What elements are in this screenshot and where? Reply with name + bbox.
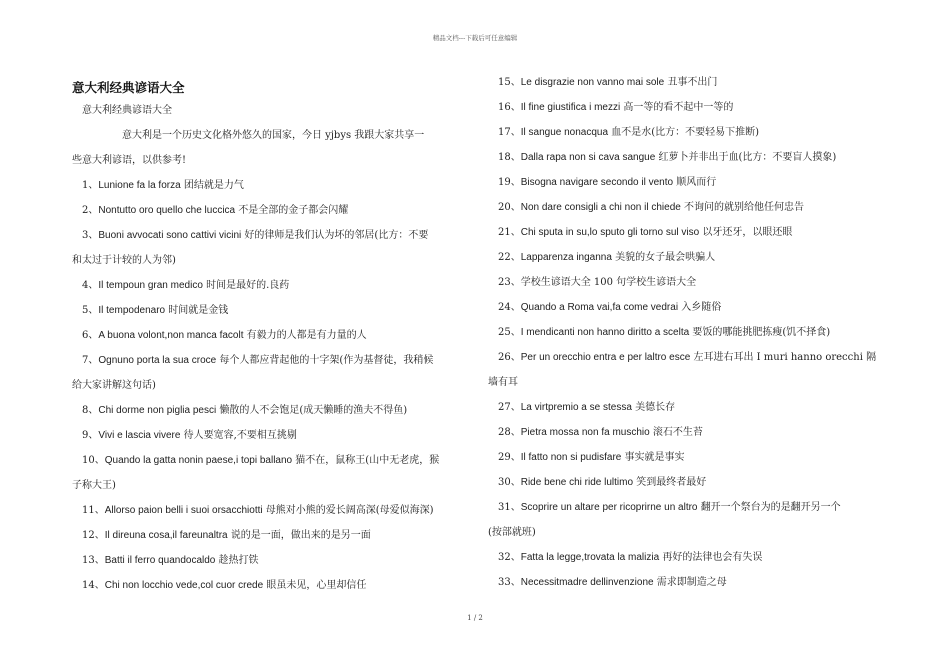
proverb-number: 18、 <box>498 152 521 163</box>
proverb-chinese: 需求即制造之母 <box>656 577 727 588</box>
proverb-chinese: 学校生谚语大全 100 句学校生谚语大全 <box>520 277 697 288</box>
proverb-chinese: 左耳进右耳出 I muri hanno orecchi 隔 <box>693 352 877 363</box>
proverb-italian: Il fine giustifica i mezzi <box>520 102 621 113</box>
proverb-number: 13、 <box>82 555 105 566</box>
proverb-number: 19、 <box>498 177 521 188</box>
proverb-number: 10、 <box>82 455 105 466</box>
proverb-italian: Necessitmadre dellinvenzione <box>520 577 654 588</box>
proverb-chinese: 再好的法律也会有失误 <box>662 552 763 563</box>
proverb-item <box>72 398 462 423</box>
proverb-italian: A buona volont,non manca facolt <box>98 330 244 341</box>
proverb-italian: Ride bene chi ride lultimo <box>520 477 634 488</box>
proverb-item <box>72 348 462 373</box>
proverb-item <box>72 273 462 298</box>
proverb-number: 2、 <box>82 205 99 216</box>
proverb-chinese: 时间是最好的.良药 <box>206 280 290 291</box>
proverb-item <box>72 548 462 573</box>
proverb-italian: Le disgrazie non vanno mai sole <box>520 77 665 88</box>
proverb-number: 11、 <box>82 505 105 516</box>
proverb-chinese: 滚石不生苔 <box>652 427 703 438</box>
proverb-item <box>488 195 880 220</box>
proverb-chinese: 眼虽未见，心里却信任 <box>266 580 367 591</box>
proverb-italian: Pietra mossa non fa muschio <box>520 427 650 438</box>
proverb-italian: Chi non locchio vede,col cuor crede <box>104 580 264 591</box>
proverb-chinese: 入乡随俗 <box>681 302 722 313</box>
proverb-number: 20、 <box>498 202 521 213</box>
proverb-item <box>488 245 880 270</box>
proverb-italian: I mendicanti non hanno diritto a scelta <box>520 327 690 338</box>
page-number: 1 / 2 <box>467 614 483 622</box>
subtitle: 意大利经典谚语大全 <box>82 105 172 116</box>
proverb-item <box>488 145 880 170</box>
proverb-item <box>488 170 880 195</box>
proverb-chinese: 红萝卜并非出于血(比方：不要盲人摸象) <box>658 152 837 163</box>
proverb-item <box>488 395 880 420</box>
proverb-italian: Il tempoun gran medico <box>98 280 203 291</box>
proverb-item <box>72 323 462 348</box>
proverb-chinese: 母熊对小熊的爱长阔高深(母爱似海深) <box>265 505 434 516</box>
proverb-number: 26、 <box>498 352 521 363</box>
proverb-chinese: 美德长存 <box>635 402 676 413</box>
proverb-chinese: 有毅力的人都是有力量的人 <box>246 330 367 341</box>
proverb-item <box>72 173 462 198</box>
proverb-italian: Quando la gatta nonin paese,i topi ballano <box>104 455 293 466</box>
proverb-item <box>488 120 880 145</box>
proverb-continuation: 墙有耳 <box>488 377 518 388</box>
proverb-italian: Nontutto oro quello che luccica <box>98 205 236 216</box>
proverb-italian: Bisogna navigare secondo il vento <box>520 177 674 188</box>
intro-line: 些意大利谚语，以供参考! <box>72 155 187 166</box>
proverb-item <box>488 420 880 445</box>
proverb-item <box>488 320 880 345</box>
proverb-number: 3、 <box>82 230 99 241</box>
proverb-continuation: 和太过于计较的人为邻) <box>72 255 176 266</box>
proverb-chinese: 事实就是事实 <box>624 452 685 463</box>
proverb-item <box>72 223 462 248</box>
proverb-italian: Dalla rapa non si cava sangue <box>520 152 656 163</box>
proverb-chinese: 笑到最终者最好 <box>636 477 707 488</box>
proverb-item <box>72 523 462 548</box>
proverb-italian: Il fatto non si pudisfare <box>520 452 622 463</box>
proverb-italian: Vivi e lascia vivere <box>98 430 181 441</box>
proverb-item <box>488 95 880 120</box>
proverb-number: 15、 <box>498 77 521 88</box>
proverb-list-left <box>72 173 462 598</box>
proverb-chinese: 好的律师是我们认为坏的邻居(比方：不要 <box>244 230 429 241</box>
proverb-chinese: 团结就是力气 <box>183 180 244 191</box>
intro-line: 意大利是一个历史文化格外悠久的国家，今日 yjbys 我跟大家共享一 <box>122 130 425 141</box>
proverb-continuation: (按部就班) <box>488 527 536 538</box>
proverb-chinese: 待人要宽容,不要相互挑剔 <box>183 430 297 441</box>
proverb-number: 9、 <box>82 430 99 441</box>
proverb-item <box>488 570 880 595</box>
proverb-item <box>488 445 880 470</box>
proverb-chinese: 不是全部的金子都会闪耀 <box>238 205 349 216</box>
proverb-number: 1、 <box>82 180 99 191</box>
proverb-number: 23、 <box>498 277 521 288</box>
proverb-italian: Lunione fa la forza <box>98 180 181 191</box>
proverb-item <box>488 470 880 495</box>
proverb-number: 14、 <box>82 580 105 591</box>
proverb-item <box>488 545 880 570</box>
proverb-italian: Allorso paion belli i suoi orsacchiotti <box>104 505 263 516</box>
proverb-item <box>488 220 880 245</box>
proverb-chinese: 高一等的看不起中一等的 <box>623 102 734 113</box>
proverb-number: 31、 <box>498 502 521 513</box>
proverb-item <box>488 345 880 370</box>
page-header: 精品文档---下载后可任意编辑 <box>432 34 518 42</box>
proverb-chinese: 丑事不出门 <box>667 77 718 88</box>
proverb-italian: La virtpremio a se stessa <box>520 402 632 413</box>
proverb-italian: Per un orecchio entra e per laltro esce <box>520 352 691 363</box>
proverb-number: 28、 <box>498 427 521 438</box>
proverb-italian: Lapparenza inganna <box>520 252 612 263</box>
proverb-italian: Scoprire un altare per ricoprirne un altro <box>520 502 698 513</box>
proverb-italian: Non dare consigli a chi non il chiede <box>520 202 681 213</box>
proverb-list-right <box>488 70 880 595</box>
proverb-item <box>72 423 462 448</box>
proverb-italian: Il sangue nonacqua <box>520 127 609 138</box>
document-title: 意大利经典谚语大全 <box>72 80 185 95</box>
proverb-item <box>488 270 880 295</box>
proverb-chinese: 顺风而行 <box>676 177 717 188</box>
proverb-italian: Batti il ferro quandocaldo <box>104 555 216 566</box>
proverb-item <box>72 298 462 323</box>
proverb-item <box>488 70 880 95</box>
proverb-item <box>488 495 880 520</box>
proverb-number: 7、 <box>82 355 99 366</box>
proverb-number: 6、 <box>82 330 99 341</box>
proverb-number: 17、 <box>498 127 521 138</box>
proverb-continuation: 给大家讲解这句话) <box>72 380 156 391</box>
proverb-number: 8、 <box>82 405 99 416</box>
proverb-continuation: 子称大王) <box>72 480 116 491</box>
proverb-italian: Quando a Roma vai,fa come vedrai <box>520 302 679 313</box>
proverb-italian: Chi dorme non piglia pesci <box>98 405 217 416</box>
proverb-number: 4、 <box>82 280 99 291</box>
proverb-number: 29、 <box>498 452 521 463</box>
proverb-italian: Ognuno porta la sua croce <box>98 355 217 366</box>
proverb-chinese: 不询问的就别给他任何忠告 <box>684 202 805 213</box>
proverb-chinese: 趁热打铁 <box>218 555 259 566</box>
proverb-number: 24、 <box>498 302 521 313</box>
right-column <box>488 70 880 595</box>
proverb-number: 12、 <box>82 530 105 541</box>
proverb-number: 27、 <box>498 402 521 413</box>
proverb-chinese: 懒散的人不会饱足(成天懒睡的渔夫不得鱼) <box>219 405 408 416</box>
proverb-chinese: 时间就是金钱 <box>168 305 229 316</box>
proverb-italian: Il tempodenaro <box>98 305 166 316</box>
proverb-chinese: 以牙还牙，以眼还眼 <box>702 227 793 238</box>
proverb-number: 21、 <box>498 227 521 238</box>
proverb-italian: Buoni avvocati sono cattivi vicini <box>98 230 242 241</box>
left-column <box>72 98 462 598</box>
proverb-number: 33、 <box>498 577 521 588</box>
proverb-italian: Chi sputa in su,lo sputo gli torno sul viso <box>520 227 700 238</box>
proverb-italian: Fatta la legge,trovata la malizia <box>520 552 660 563</box>
proverb-number: 32、 <box>498 552 521 563</box>
proverb-number: 25、 <box>498 327 521 338</box>
proverb-chinese: 美貌的女子最会哄骗人 <box>615 252 716 263</box>
proverb-number: 5、 <box>82 305 99 316</box>
proverb-chinese: 要饭的哪能挑肥拣瘦(饥不择食) <box>692 327 831 338</box>
proverb-chinese: 说的是一面，做出来的是另一面 <box>230 530 371 541</box>
proverb-number: 22、 <box>498 252 521 263</box>
proverb-item <box>72 498 462 523</box>
proverb-item <box>488 295 880 320</box>
proverb-chinese: 血不是水(比方：不要轻易下推断) <box>611 127 760 138</box>
proverb-number: 30、 <box>498 477 521 488</box>
proverb-number: 16、 <box>498 102 521 113</box>
proverb-item <box>72 573 462 598</box>
proverb-chinese: 翻开一个祭台为的是翻开另一个 <box>700 502 841 513</box>
proverb-item <box>72 448 462 473</box>
proverb-chinese: 猫不在，鼠称王(山中无老虎，猴 <box>295 455 440 466</box>
proverb-chinese: 每个人都应背起他的十字架(作为基督徒，我稍候 <box>219 355 434 366</box>
proverb-item <box>72 198 462 223</box>
proverb-italian: Il direuna cosa,il fareunaltra <box>104 530 228 541</box>
